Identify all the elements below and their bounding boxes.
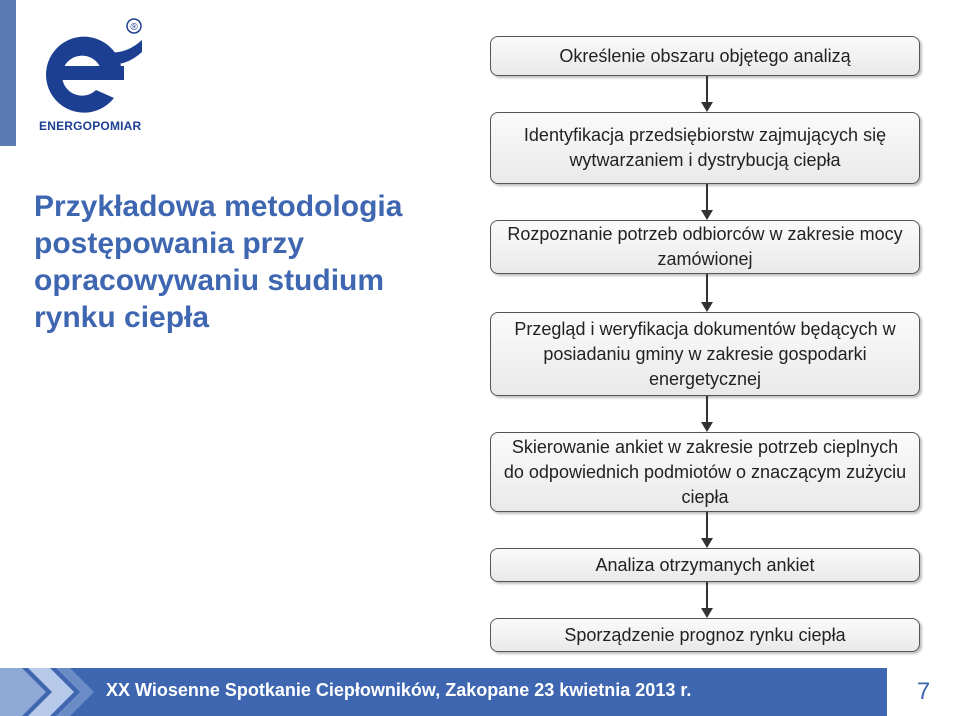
footer-chevron-decoration bbox=[0, 668, 95, 716]
page-number: 7 bbox=[885, 668, 960, 716]
flow-step-6: Analiza otrzymanych ankiet bbox=[490, 548, 920, 582]
flow-arrow-3 bbox=[700, 274, 714, 312]
slide-title: Przykładowa metodologia postępowania przy opracowywaniu studium rynku ciepła bbox=[34, 190, 403, 334]
flow-step-2: Identyfikacja przedsiębiorstw zajmujących się wytwarzaniem i dystrybucją ciepła bbox=[490, 112, 920, 184]
registered-mark: ® bbox=[130, 22, 138, 33]
flow-step-5: Skierowanie ankiet w zakresie potrzeb cieplnych do odpowiednich podmiotów o znaczącym zużyciu ciepła bbox=[490, 432, 920, 512]
footer-bar bbox=[0, 668, 960, 716]
flow-step-1: Określenie obszaru objętego analizą bbox=[490, 36, 920, 76]
flow-arrow-1 bbox=[700, 76, 714, 112]
flow-arrow-6 bbox=[700, 582, 714, 618]
energopomiar-logo bbox=[30, 10, 150, 134]
footer-event-text: XX Wiosenne Spotkanie Ciepłowników, Zakopane 23 kwietnia 2013 r. bbox=[106, 680, 692, 700]
flow-step-4: Przegląd i weryfikacja dokumentów będących w posiadaniu gminy w zakresie gospodarki energetycznej bbox=[490, 312, 920, 396]
flow-step-3: Rozpoznanie potrzeb odbiorców w zakresie mocy zamówionej bbox=[490, 220, 920, 274]
flow-arrow-4 bbox=[700, 396, 714, 432]
flow-arrow-5 bbox=[700, 512, 714, 548]
flow-step-7: Sporządzenie prognoz rynku ciepła bbox=[490, 618, 920, 652]
flow-arrow-2 bbox=[700, 184, 714, 220]
logo-wordmark: ENERGOPOMIAR bbox=[39, 119, 142, 133]
left-accent-bar bbox=[0, 0, 16, 146]
